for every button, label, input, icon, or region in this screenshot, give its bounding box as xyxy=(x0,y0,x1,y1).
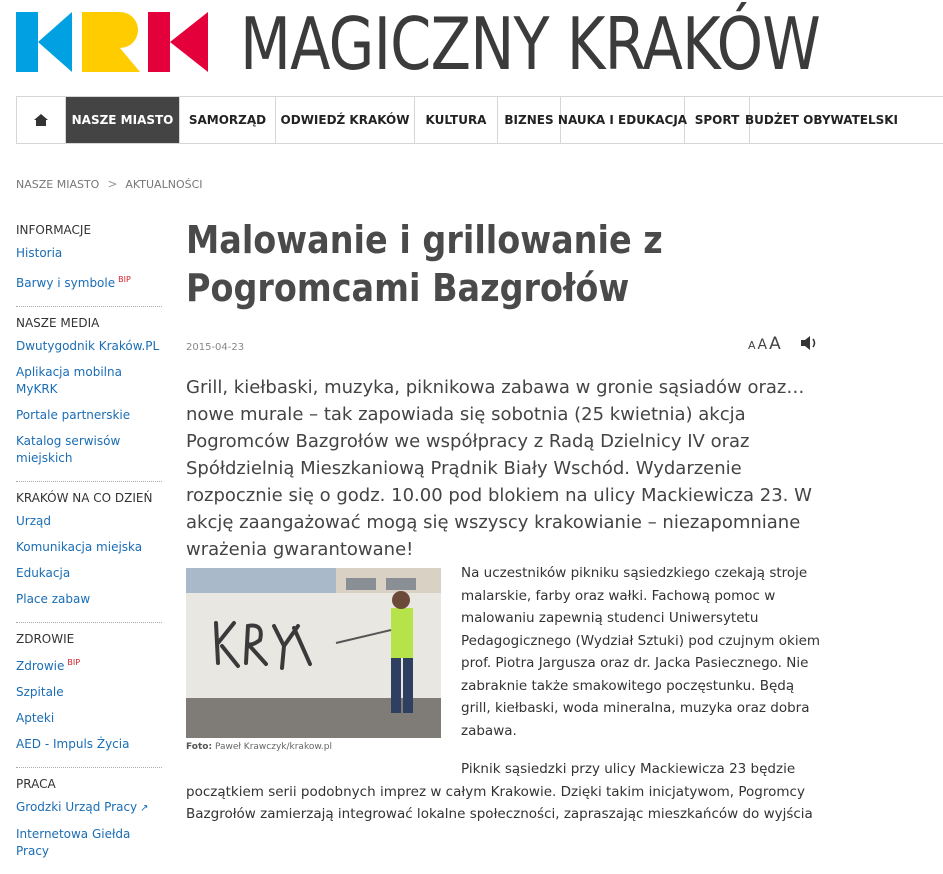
sidebar-link-urzad[interactable]: Urząd xyxy=(16,514,51,528)
article-date: 2015-04-23 xyxy=(186,342,245,353)
sidebar-link-grodzki-urzad-pracy[interactable]: Grodzki Urząd Pracy ↗ xyxy=(16,800,149,814)
photo-caption: Foto: Paweł Krawczyk/krakow.pl xyxy=(186,742,332,752)
article-photo[interactable] xyxy=(186,568,441,738)
bip-badge: BIP xyxy=(67,658,81,667)
breadcrumb-item-nasze-miasto[interactable]: NASZE MIASTO xyxy=(16,177,100,191)
chevron-right-icon: > xyxy=(107,177,118,191)
font-size-medium-button[interactable]: A xyxy=(757,337,768,353)
nav-item-nasze-miasto[interactable]: NASZE MIASTO xyxy=(66,97,180,143)
sidebar-section-praca xyxy=(16,768,162,874)
sidebar-link-katalog-serwisow[interactable]: Katalog serwisów miejskich xyxy=(16,434,121,465)
sidebar-link-dwutygodnik[interactable]: Dwutygodnik Kraków.PL xyxy=(16,339,160,353)
nav-item-kultura[interactable]: KULTURA xyxy=(415,97,498,143)
sidebar-link-komunikacja-miejska[interactable]: Komunikacja miejska xyxy=(16,540,143,554)
sidebar-link-zdrowie[interactable]: Zdrowie $^{BIP}$ xyxy=(16,658,81,673)
nav-item-sport[interactable]: SPORT xyxy=(685,97,750,143)
sidebar-link-barwy-i-symbole[interactable]: Barwy i symbole $^{BIP}$ xyxy=(16,275,131,290)
nav-item-budzet-obywatelski[interactable]: BUDŻET OBYWATELSKI xyxy=(745,113,898,127)
article-paragraph: Na uczestników pikniku sąsiedzkiego czekają stroje malarskie, farby oraz wałki. Fachową pomoc w malowaniu zapewnią studenci Uniwersytetu Pedagogicznego (Wydział Sztuki) pod czujnym okiem prof. Piotra Jargusza oraz dr. Jacka Pasiecznego. Nie zabraknie także smakowitego poczęstunku. Będą grill, kiełbaski, woda mineralna, muzyka oraz dobra zabawa. xyxy=(461,565,821,739)
sidebar xyxy=(16,214,162,874)
sidebar-heading: INFORMACJE xyxy=(16,223,92,237)
sidebar-heading: ZDROWIE xyxy=(16,632,75,646)
external-link-icon: ↗ xyxy=(140,803,149,814)
breadcrumb xyxy=(16,177,203,191)
font-size-controls xyxy=(748,334,781,354)
breadcrumb-item-aktualnosci[interactable]: AKTUALNOŚCI xyxy=(125,177,203,191)
font-size-large-button[interactable]: A xyxy=(769,334,781,354)
sidebar-heading: KRAKÓW NA CO DZIEŃ xyxy=(16,491,153,505)
nav-home[interactable] xyxy=(16,97,66,143)
main-nav xyxy=(16,96,943,144)
article-paragraph: Piknik sąsiedzki przy ulicy Mackiewicza 23 będzie początkiem serii podobnych imprez w całym Krakowie. Dzięki takim inicjatywom, Pogromcy Bazgrołów zamierzają integrować lokalne społeczności, zapraszając mieszkańców do wyjścia xyxy=(186,761,813,822)
sidebar-link-edukacja[interactable]: Edukacja xyxy=(16,566,71,580)
nav-item-nauka-i-edukacja[interactable]: NAUKA I EDUKACJA xyxy=(561,97,685,143)
sidebar-link-aplikacja-mobilna[interactable]: Aplikacja mobilna MyKRK xyxy=(16,365,122,396)
article xyxy=(186,216,826,822)
nav-item-samorzad[interactable]: SAMORZĄD xyxy=(180,97,276,143)
home-icon xyxy=(34,114,48,126)
sidebar-section-nasze-media xyxy=(16,307,162,482)
font-size-small-button[interactable]: A xyxy=(748,339,756,352)
sidebar-heading: PRACA xyxy=(16,777,56,791)
article-lead: Grill, kiełbaski, muzyka, piknikowa zabawa w gronie sąsiadów oraz… nowe murale – tak zapowiada się sobotnia (25 kwietnia) akcja Pogromców Bazgrołów we współpracy z Radą Dzielnicy IV oraz Spółdzielnią Mieszkaniową Prądnik Biały Wschód. Wydarzenie rozpocznie się o godz. 10.00 pod blokiem na ulicy Mackiewicza 23. W akcję zaangażować mogą się wszyscy krakowianie – niezapomniane wrażenia gwarantowane! xyxy=(186,377,812,560)
speaker-icon[interactable] xyxy=(798,332,820,354)
nav-item-odwiedz-krakow[interactable]: ODWIEDŹ KRAKÓW xyxy=(276,97,415,143)
site-title[interactable]: MAGICZNY KRAKÓW xyxy=(240,2,820,86)
sidebar-link-place-zabaw[interactable]: Place zabaw xyxy=(16,592,91,606)
krk-logo[interactable] xyxy=(16,12,208,72)
article-title: Malowanie i grillowanie z Pogromcami Bazgrołów xyxy=(186,218,663,310)
sidebar-link-szpitale[interactable]: Szpitale xyxy=(16,685,64,699)
sidebar-link-aed[interactable]: AED - Impuls Życia xyxy=(16,737,130,751)
sidebar-link-historia[interactable]: Historia xyxy=(16,246,63,260)
sidebar-section-informacje xyxy=(16,214,162,307)
sidebar-link-portale-partnerskie[interactable]: Portale partnerskie xyxy=(16,408,131,422)
sidebar-link-internetowa-gielda-pracy[interactable]: Internetowa Giełda Pracy xyxy=(16,827,131,858)
sidebar-heading: NASZE MEDIA xyxy=(16,316,100,330)
site-header xyxy=(0,0,943,96)
sidebar-section-krakow-na-co-dzien xyxy=(16,482,162,623)
sidebar-section-zdrowie xyxy=(16,623,162,768)
nav-item-biznes[interactable]: BIZNES xyxy=(498,97,561,143)
bip-badge: BIP xyxy=(118,275,131,284)
sidebar-link-apteki[interactable]: Apteki xyxy=(16,711,55,725)
